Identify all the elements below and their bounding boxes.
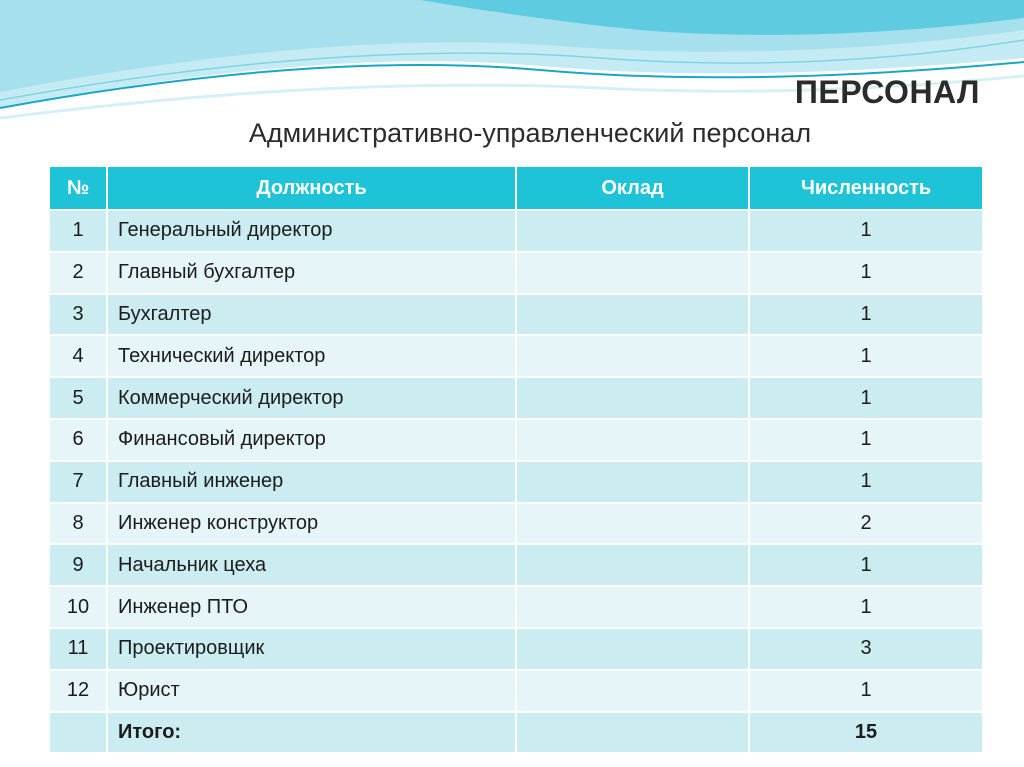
row-count: 1 [749,461,983,503]
row-count: 1 [749,210,983,252]
row-number: 8 [49,503,107,545]
row-count: 1 [749,419,983,461]
header-salary: Оклад [516,166,749,210]
total-number-cell [49,712,107,754]
row-position: Технический директор [107,335,516,377]
row-count: 1 [749,670,983,712]
row-position: Начальник цеха [107,544,516,586]
row-number: 12 [49,670,107,712]
total-label: Итого: [107,712,516,754]
row-position: Коммерческий директор [107,377,516,419]
row-salary [516,210,749,252]
row-number: 7 [49,461,107,503]
row-salary [516,335,749,377]
row-count: 1 [749,294,983,336]
row-count: 2 [749,503,983,545]
table-row [49,628,983,670]
row-salary [516,670,749,712]
row-count: 3 [749,628,983,670]
row-salary [516,377,749,419]
row-number: 10 [49,586,107,628]
total-salary-cell [516,712,749,754]
table-row [49,670,983,712]
row-position: Генеральный директор [107,210,516,252]
table-row [49,252,983,294]
table-row [49,294,983,336]
row-count: 1 [749,377,983,419]
row-number: 9 [49,544,107,586]
row-count: 1 [749,335,983,377]
table-row [49,377,983,419]
table-header-row [49,166,983,210]
slide-title: ПЕРСОНАЛ [794,74,980,110]
row-number: 11 [49,628,107,670]
row-position: Финансовый директор [107,419,516,461]
header-count: Численность [749,166,983,210]
row-salary [516,461,749,503]
row-count: 1 [749,544,983,586]
row-count: 1 [749,586,983,628]
row-number: 4 [49,335,107,377]
table-row [49,419,983,461]
table-row [49,586,983,628]
row-number: 6 [49,419,107,461]
staff-table [48,165,984,754]
row-position: Главный инженер [107,461,516,503]
row-salary [516,503,749,545]
table-row [49,544,983,586]
row-position: Главный бухгалтер [107,252,516,294]
table-row [49,461,983,503]
row-position: Инженер ПТО [107,586,516,628]
row-position: Проектировщик [107,628,516,670]
row-number: 2 [49,252,107,294]
header-position: Должность [107,166,516,210]
header-number: № [49,166,107,210]
row-position: Инженер конструктор [107,503,516,545]
row-salary [516,628,749,670]
row-salary [516,419,749,461]
slide-subtitle: Административно-управленческий персонал [248,118,812,148]
table-row [49,210,983,252]
row-salary [516,544,749,586]
row-salary [516,252,749,294]
table-total-row [49,712,983,754]
row-salary [516,586,749,628]
row-count: 1 [749,252,983,294]
row-number: 5 [49,377,107,419]
row-number: 1 [49,210,107,252]
total-count: 15 [749,712,983,754]
row-salary [516,294,749,336]
row-position: Юрист [107,670,516,712]
table-row [49,503,983,545]
row-number: 3 [49,294,107,336]
table-row [49,335,983,377]
row-position: Бухгалтер [107,294,516,336]
